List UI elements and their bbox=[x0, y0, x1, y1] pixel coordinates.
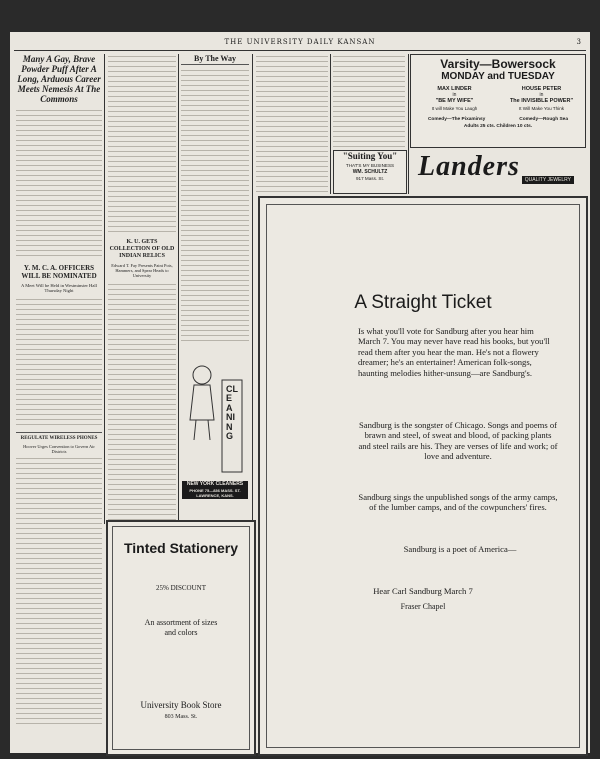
article-body bbox=[108, 54, 176, 234]
landers-logo: Landers bbox=[418, 151, 520, 182]
left-star: MAX LINDER bbox=[437, 86, 472, 92]
suiting-line2: WM. SCHULTZ bbox=[352, 169, 388, 175]
right-note: It Will Make You Think bbox=[518, 106, 565, 111]
column-rule-1 bbox=[104, 54, 105, 524]
varsity-comedies bbox=[411, 117, 585, 122]
ticket-para2: Sandburg is the songster of Chicago. Songs and poems of brawn and steel, of sweat and blood, of packing plants and steel rails are his. They are verses of life and work; of love and adventure. bbox=[358, 420, 558, 462]
suiting-title: "Suiting You" bbox=[342, 151, 398, 161]
masthead-title: THE UNIVERSITY DAILY KANSAN bbox=[224, 38, 376, 46]
column-rule-2 bbox=[178, 54, 179, 524]
suiting-line1: THAT'S MY BUSINESS bbox=[345, 163, 395, 168]
masthead-rule bbox=[14, 50, 586, 51]
varsity-days: MONDAY and TUESDAY bbox=[441, 71, 555, 82]
relics-subhead: Edward T. Fay Presents Paint Pots, Hammers, and Spear Heads to University bbox=[111, 263, 173, 279]
masthead bbox=[10, 38, 590, 48]
page-number: 3 bbox=[576, 38, 582, 46]
column-1 bbox=[16, 54, 102, 750]
article-body bbox=[16, 456, 102, 726]
column-3 bbox=[256, 54, 328, 194]
suiting-you-ad bbox=[333, 150, 407, 194]
landers-ad bbox=[410, 150, 584, 190]
article-body bbox=[256, 54, 328, 194]
stationery-title: Tinted Stationery bbox=[123, 540, 239, 556]
left-film: "BE MY WIFE" bbox=[435, 98, 474, 104]
varsity-bowersock-ad bbox=[410, 54, 586, 148]
comedy-left: Comedy—The Pixaminsy bbox=[427, 117, 486, 122]
by-the-way-heading: By The Way bbox=[181, 54, 249, 65]
straight-ticket-ad bbox=[258, 196, 588, 756]
right-film: The INVISIBLE POWER" bbox=[509, 98, 574, 104]
relics-headline: K. U. GETS COLLECTION OF OLD INDIAN RELICS bbox=[109, 239, 175, 259]
column-rule-5 bbox=[408, 54, 409, 194]
left-in: in bbox=[452, 92, 457, 98]
lead-headline: Many A Gay, Brave Powder Puff After A Long, Arduous Career Meets Nemesis At The Commons bbox=[17, 54, 101, 104]
stationery-assortment: An assortment of sizes and colors bbox=[144, 618, 218, 637]
ticket-para1: Is what you'll vote for Sandburg after you hear him March 7. You may never have read his books, but you'll read them after you hear the man. He's not a flowery dreamer; he's an entertainer! American folk-songs, haunting melodies hither-unsung—are Sandburg's. bbox=[358, 326, 550, 378]
cleaners-town: LAWRENCE, KANS. bbox=[196, 493, 234, 498]
ticket-para3: Sandburg sings the unpublished songs of the army camps, of the lumber camps, and of the cowpunchers' fires. bbox=[358, 492, 558, 513]
wireless-headline: REGULATE WIRELESS PHONES bbox=[16, 432, 102, 442]
cleaners-name: NEW YORK CLEANERS bbox=[186, 481, 244, 487]
ticket-headline: A Straight Ticket bbox=[354, 292, 492, 313]
varsity-prices: Adults 25 cts. Children 10 cts. bbox=[463, 124, 533, 129]
varsity-title: Varsity—Bowersock bbox=[440, 57, 556, 71]
article-body bbox=[181, 68, 249, 348]
ymca-headline: Y. M. C. A. OFFICERS WILL BE NOMINATED bbox=[21, 264, 97, 280]
column-rule-3 bbox=[252, 54, 253, 524]
cleaning-word: CLEANING bbox=[226, 384, 238, 442]
cleaners-ad bbox=[180, 345, 250, 515]
stationery-discount: 25% DISCOUNT bbox=[156, 584, 206, 592]
article-body bbox=[16, 108, 102, 258]
ticket-inner-frame bbox=[266, 204, 580, 748]
suiting-line3: 917 Mass. St. bbox=[355, 176, 385, 181]
ticket-event: Hear Carl Sandburg March 7 bbox=[373, 586, 473, 596]
left-feature bbox=[415, 86, 495, 111]
cleaners-sign bbox=[182, 481, 248, 499]
right-star: HOUSE PETER bbox=[521, 86, 562, 92]
left-note: It will Make You Laugh bbox=[431, 106, 478, 111]
stationery-address: 803 Mass. St. bbox=[164, 714, 198, 720]
cleaners-phone: PHONE 75—836 MASS. ST. bbox=[189, 488, 241, 493]
article-body bbox=[16, 297, 102, 427]
wireless-subhead: Hoover Urges Convention to Govern Air Districts bbox=[23, 443, 95, 455]
comedy-right: Comedy—Rough Sea bbox=[519, 117, 569, 122]
varsity-features bbox=[411, 86, 585, 111]
column-2 bbox=[108, 54, 176, 524]
right-in: in bbox=[539, 92, 544, 98]
column-rule-4 bbox=[330, 54, 331, 194]
stationery-store: University Book Store bbox=[140, 700, 222, 710]
ticket-para4: Sandburg is a poet of America— bbox=[403, 544, 517, 554]
tinted-stationery-ad bbox=[106, 520, 256, 756]
right-feature bbox=[502, 86, 582, 111]
ticket-venue: Fraser Chapel bbox=[400, 602, 446, 611]
ymca-subhead: A Meet Will be Held in Westminster Hall Thursday Night bbox=[21, 283, 97, 294]
article-body bbox=[108, 282, 176, 524]
landers-tagline: QUALITY JEWELRY bbox=[522, 176, 574, 184]
